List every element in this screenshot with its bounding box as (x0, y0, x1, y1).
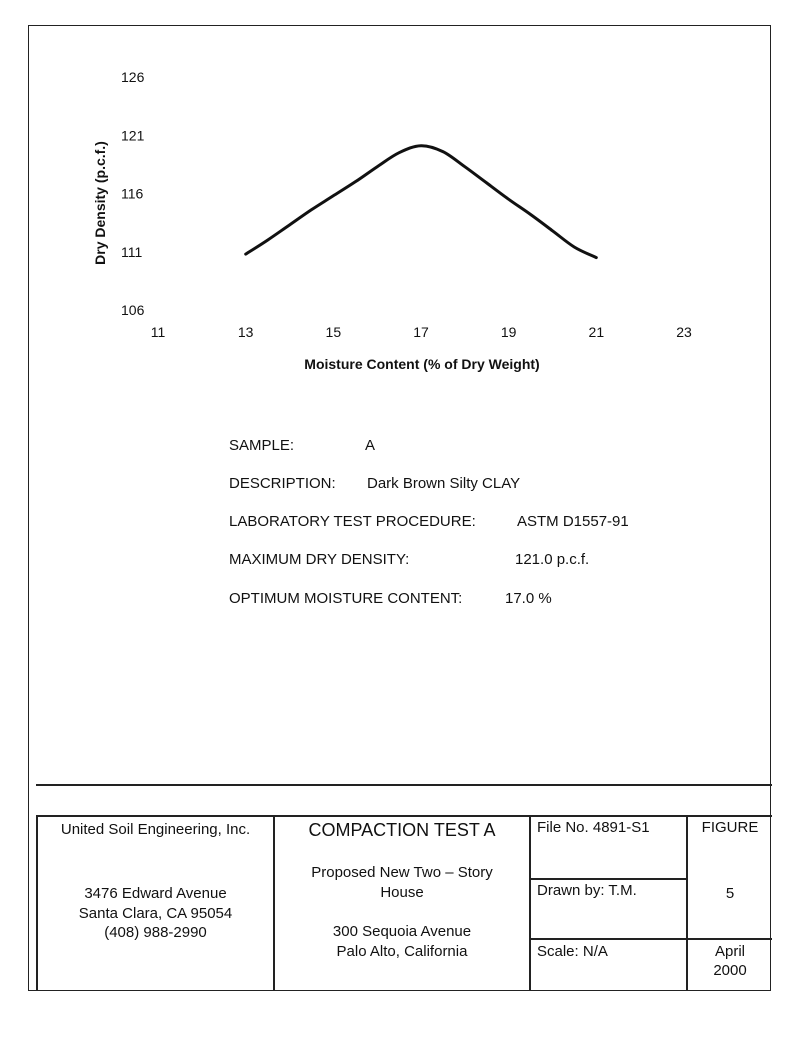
description-value: Dark Brown Silty CLAY (367, 475, 521, 492)
y-tick-label: 126 (121, 69, 145, 85)
optimum-moisture-label: OPTIMUM MOISTURE CONTENT: (229, 590, 463, 607)
max-density-label: MAXIMUM DRY DENSITY: (229, 551, 410, 568)
company-phone: (408) 988-2990 (104, 924, 207, 941)
company-address-line2: Santa Clara, CA 95054 (78, 905, 233, 922)
site-line1: 300 Sequoia Avenue (332, 923, 472, 940)
y-tick-label: 121 (121, 127, 145, 144)
x-tick-label: 13 (237, 324, 254, 340)
description-label: DESCRIPTION: (229, 475, 336, 492)
company-name: United Soil Engineering, Inc. (60, 821, 251, 838)
project-line2: House (380, 884, 424, 901)
test-title: COMPACTION TEST A (308, 820, 496, 840)
file-number: File No. 4891-S1 (537, 819, 650, 836)
date-month: April (714, 943, 745, 960)
date-year: 2000 (713, 962, 747, 979)
figure-number: 5 (725, 885, 735, 902)
x-tick-label: 19 (500, 324, 517, 340)
company-address-line1: 3476 Edward Avenue (84, 885, 227, 902)
x-tick-label: 15 (325, 324, 342, 340)
x-tick-label: 23 (676, 324, 692, 340)
x-tick-label: 17 (413, 324, 429, 340)
compaction-chart (0, 0, 800, 400)
title-block-header-rule (36, 815, 772, 817)
x-axis-ticks (151, 324, 692, 340)
title-block-top-rule (36, 784, 772, 786)
y-tick-label: 111 (121, 243, 143, 260)
sample-value: A (365, 437, 376, 454)
y-tick-label: 116 (121, 185, 144, 202)
x-axis-title: Moisture Content (% of Dry Weight) (304, 356, 540, 372)
optimum-moisture-value: 17.0 % (505, 590, 552, 607)
y-tick-label: 106 (121, 302, 145, 318)
x-tick-label: 21 (588, 324, 605, 340)
x-tick-label: 11 (150, 324, 166, 340)
max-density-value: 121.0 p.c.f. (515, 551, 590, 568)
site-line2: Palo Alto, California (336, 943, 468, 960)
title-block-divider-2 (529, 815, 531, 991)
drawn-by: Drawn by: T.M. (537, 882, 637, 899)
sample-label: SAMPLE: (229, 437, 295, 454)
compaction-curve (246, 146, 597, 258)
y-axis-title: Dry Density (p.c.f.) (92, 141, 108, 265)
scale: Scale: N/A (537, 943, 608, 960)
title-block-divider-1 (273, 815, 275, 991)
y-axis-ticks (121, 69, 145, 318)
project-line1: Proposed New Two – Story (311, 864, 493, 881)
drawn-scale-separator (529, 938, 772, 940)
figure-label: FIGURE (701, 819, 759, 836)
procedure-label: LABORATORY TEST PROCEDURE: (229, 513, 476, 530)
file-drawn-separator (529, 878, 686, 880)
procedure-value: ASTM D1557-91 (517, 513, 629, 530)
